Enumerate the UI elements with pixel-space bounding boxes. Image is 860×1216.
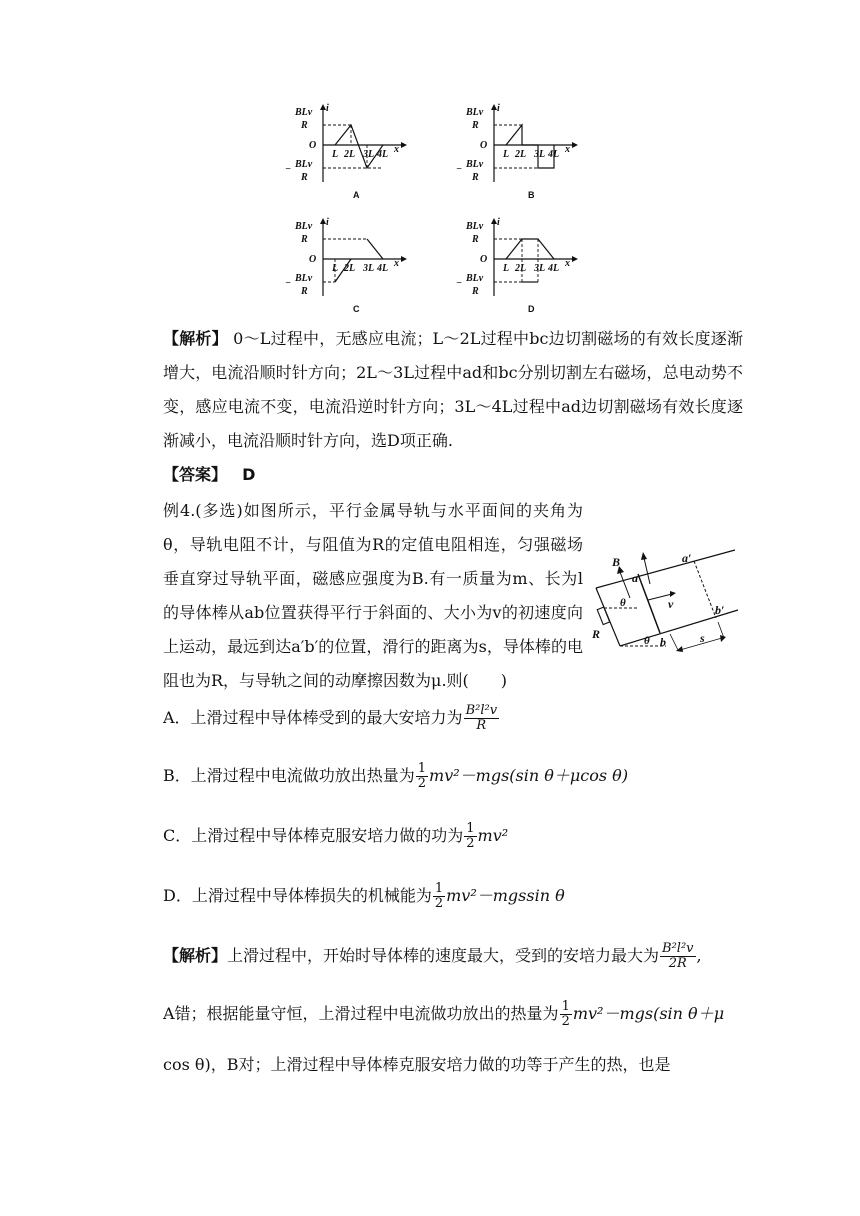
graph-d-tick-4: 4L xyxy=(548,263,560,274)
graph-a xyxy=(283,100,453,208)
graph-d-tick-1: L xyxy=(503,263,510,274)
analysis-2-fraction-1: $\frac{\text{B²l²v}}{2R}$ xyxy=(662,941,694,971)
analysis-2-fraction-2: $\frac{1}{2}$ xyxy=(561,999,570,1029)
graph-a-tick-3: 3L xyxy=(363,149,375,160)
graph-c-tick-1: L xyxy=(332,263,339,274)
graph-b-tick-4: 4L xyxy=(548,149,560,160)
answer-1-value: D xyxy=(242,465,256,484)
graph-b-tick-3: 3L xyxy=(534,149,546,160)
analysis-1 xyxy=(163,322,743,458)
graph-a-ybot-den: R xyxy=(301,172,308,183)
graph-c-i: i xyxy=(326,217,329,228)
graph-c-ybot-den: R xyxy=(301,286,308,297)
analysis-1-text: 0～L过程中，无感应电流；L～2L过程中bc边切割磁场的有效长度逐渐增大，电流沿顺时针方向；2L～3L过程中ad和bc分别切割左右磁场，总电动势不变，感应电流不变，电流沿逆时针方向；3L～4L过程中ad边切割磁场有效长度逐渐减小，电流沿顺时针方向，选D项正确. xyxy=(163,329,743,450)
fig-label-R: R xyxy=(592,627,601,641)
graph-d-ytop: BLv xyxy=(466,221,484,232)
graph-b-tick-1: L xyxy=(503,149,510,160)
option-c-fraction: $\frac{1}{2}$ xyxy=(466,821,475,851)
analysis-2-line-3 xyxy=(163,1052,671,1075)
graph-c-ytop-den: R xyxy=(301,234,308,245)
option-d-text: D．上滑过程中导体棒损失的机械能为 xyxy=(163,886,432,905)
graph-a-i: i xyxy=(326,103,329,114)
option-b[interactable] xyxy=(163,762,628,791)
graph-a-ytop-den: R xyxy=(301,120,308,131)
option-c[interactable] xyxy=(163,822,508,851)
analysis-2-comma: , xyxy=(696,946,702,965)
fig-label-b-prime: b′ xyxy=(715,603,725,617)
option-a-fraction: $\frac{\text{B²l²v}}{R}$ xyxy=(465,703,498,733)
graph-a-tick-1: L xyxy=(332,149,339,160)
graph-d xyxy=(454,214,624,322)
graph-d-ybot-num: BLv xyxy=(466,273,484,284)
graph-b-tick-2: 2L xyxy=(515,149,527,160)
graph-a-ybot: − xyxy=(285,164,292,175)
example-4-text: 例4.(多选)如图所示，平行金属导轨与水平面间的夹角为θ，导轨电阻不计，与阻值为R的定值电阻相连，匀强磁场垂直穿过导轨平面，磁感应强度为B.有一质量为m、长为l的导体棒从ab位置获得平行于斜面的、大小为v的初速度向上运动，最远到达a′b′的位置，滑行的距离为s，导体棒的电阻也为R，与导轨之间的动摩擦因数为μ.则( ) xyxy=(163,501,583,690)
graph-d-label: D xyxy=(528,304,535,314)
graph-c-tick-2: 2L xyxy=(344,263,356,274)
option-d-expr: mv²－mgssin θ xyxy=(446,886,565,905)
graph-d-ybot-den: R xyxy=(472,286,479,297)
graph-b-minus: − xyxy=(456,164,463,175)
graph-d-origin: O xyxy=(480,254,488,265)
graph-c-ybot-num: BLv xyxy=(295,273,313,284)
fig-label-s: s xyxy=(700,631,705,645)
answer-1-tag: 【答案】 xyxy=(163,465,228,484)
graph-b xyxy=(454,100,624,208)
graph-c-origin: O xyxy=(309,254,317,265)
graph-c-label: C xyxy=(353,304,360,314)
graph-c-ytop: BLv xyxy=(295,221,313,232)
graph-c-minus: − xyxy=(285,278,292,289)
graph-d-x: x xyxy=(565,258,570,269)
graph-b-ytop-den: R xyxy=(472,120,479,131)
option-a[interactable] xyxy=(163,704,500,733)
fig-label-v: v xyxy=(668,597,674,611)
analysis-2-text-1: 上滑过程中，开始时导体棒的速度最大，受到的安培力最大为 xyxy=(227,946,660,965)
analysis-2-expr-2: mv²－mgs(sin θ＋μ xyxy=(572,1004,725,1023)
graph-c-tick-3: 3L xyxy=(363,263,375,274)
graph-a-tick-4: 4L xyxy=(377,149,389,160)
option-c-expr: mv² xyxy=(477,826,509,845)
graph-d-tick-3: 3L xyxy=(534,263,546,274)
incline-figure xyxy=(590,546,740,658)
fig-label-B: B xyxy=(612,555,621,569)
graph-c-tick-4: 4L xyxy=(377,263,389,274)
option-d[interactable] xyxy=(163,882,565,911)
analysis-2-tag: 【解析】 xyxy=(163,946,228,965)
analysis-2-line-2 xyxy=(163,1000,724,1029)
graph-a-tick-2: 2L xyxy=(344,149,356,160)
graph-a-ybot-num: BLv xyxy=(295,159,313,170)
graph-b-ybot-num: BLv xyxy=(466,159,484,170)
graph-b-ytop: BLv xyxy=(466,107,484,118)
graph-d-minus: − xyxy=(456,278,463,289)
graph-c xyxy=(283,214,453,322)
fig-label-theta-2: θ xyxy=(644,635,650,647)
option-a-text: A．上滑过程中导体棒受到的最大安培力为 xyxy=(163,708,463,727)
graph-b-x: x xyxy=(565,144,570,155)
graph-d-tick-2: 2L xyxy=(515,263,527,274)
graph-d-i: i xyxy=(497,217,500,228)
graph-c-x: x xyxy=(394,258,399,269)
fig-label-a-prime: a′ xyxy=(682,551,692,565)
graph-a-ytop: BLv xyxy=(295,107,313,118)
fig-label-theta-1: θ xyxy=(620,597,626,609)
graph-a-label: A xyxy=(353,190,360,200)
option-b-expr: mv²－mgs(sin θ＋μcos θ) xyxy=(429,766,629,785)
analysis-2-line-1 xyxy=(163,942,702,971)
option-b-fraction: $\frac{1}{2}$ xyxy=(417,761,427,791)
fig-label-b: b xyxy=(660,635,666,649)
graph-b-origin: O xyxy=(480,140,488,151)
option-b-text: B．上滑过程中电流做功放出热量为 xyxy=(163,766,415,785)
graph-a-x: x xyxy=(394,144,399,155)
option-c-text: C．上滑过程中导体棒克服安培力做的功为 xyxy=(163,826,464,845)
graph-b-i: i xyxy=(497,103,500,114)
analysis-2-text-3: cos θ)，B对；上滑过程中导体棒克服安培力做的功等于产生的热，也是 xyxy=(163,1055,671,1074)
graph-a-origin: O xyxy=(309,140,317,151)
graph-b-label: B xyxy=(528,190,535,200)
graph-d-ytop-den: R xyxy=(472,234,479,245)
answer-1 xyxy=(163,462,255,485)
analysis-2-text-2: A错；根据能量守恒，上滑过程中电流做功放出的热量为 xyxy=(163,1004,559,1023)
analysis-1-tag: 【解析】 xyxy=(163,329,228,348)
option-d-fraction: $\frac{1}{2}$ xyxy=(434,881,444,911)
fig-label-a: a xyxy=(632,571,638,585)
graph-b-ybot-den: R xyxy=(472,172,479,183)
